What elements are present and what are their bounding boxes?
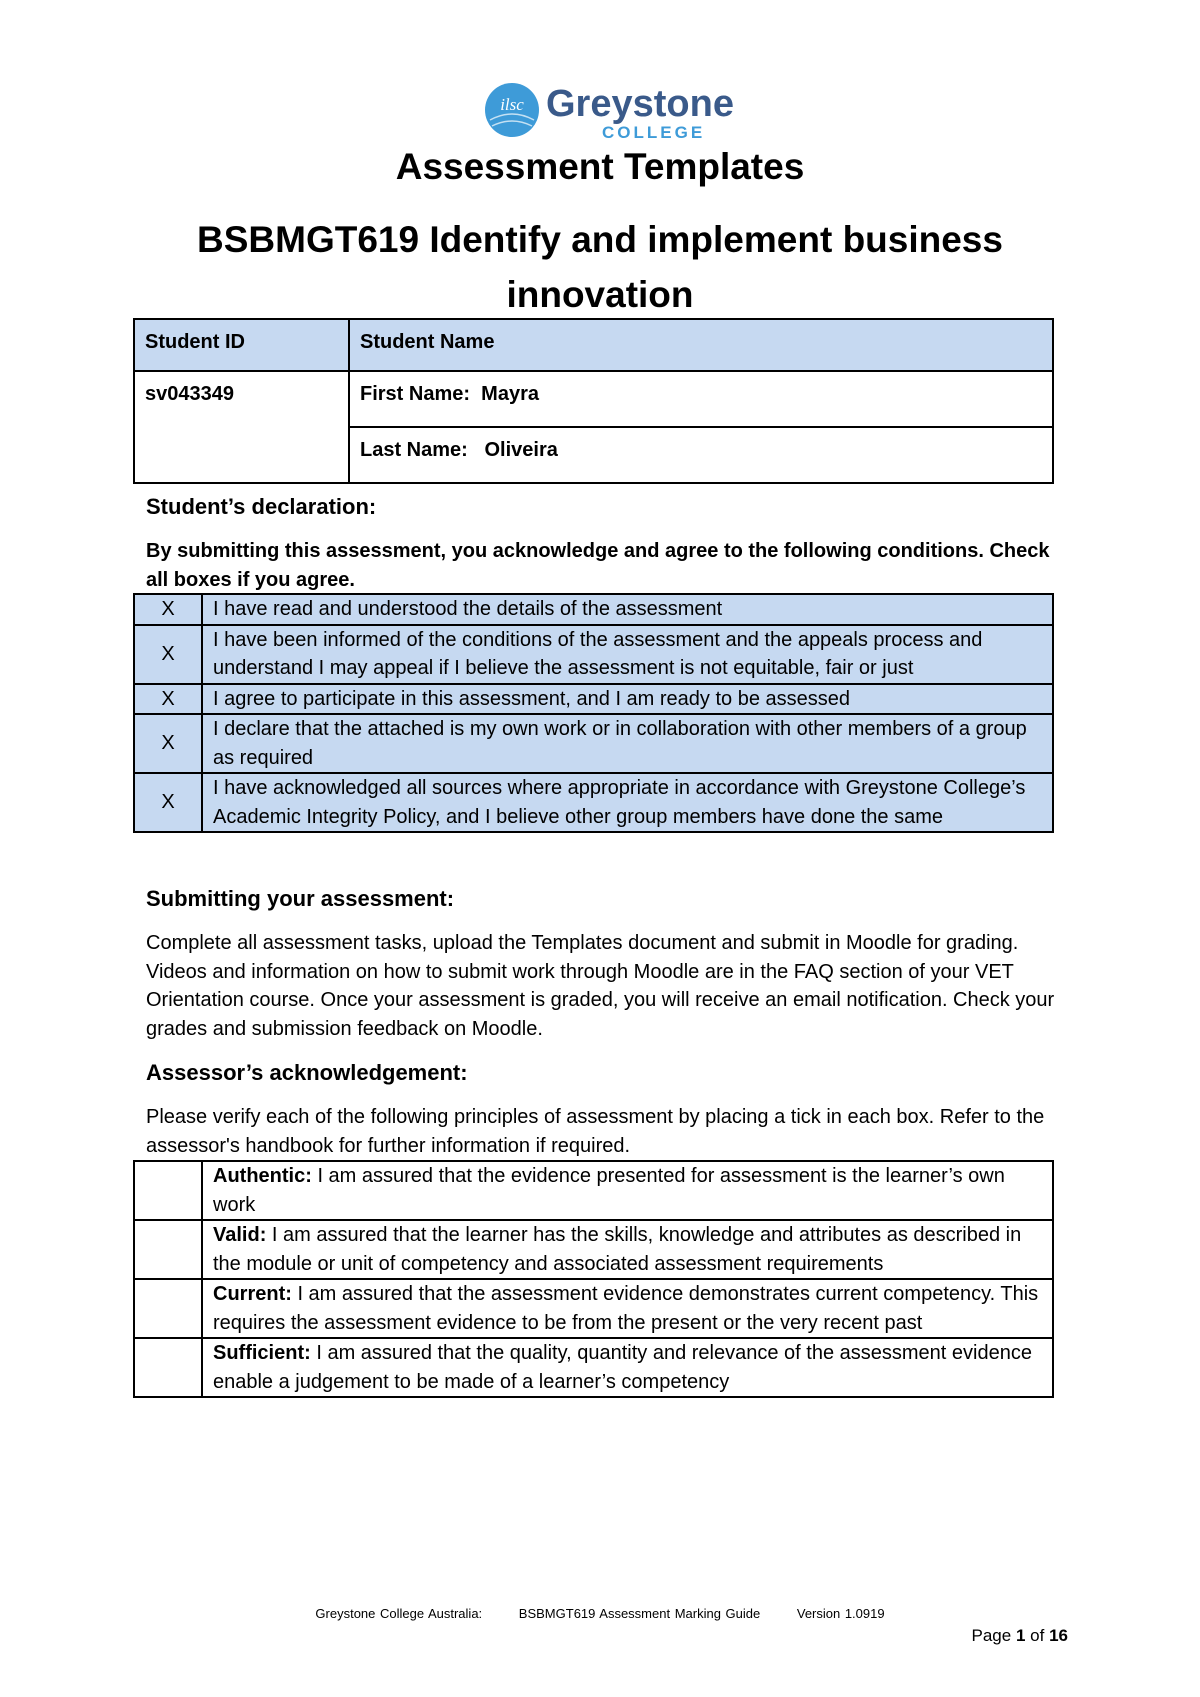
logo-sub-text: COLLEGE <box>602 123 706 142</box>
declaration-text: I have been informed of the conditions of the assessment and the appeals process and understand I may appeal if I believe the assessment is not equitable, fair or just <box>202 625 1053 684</box>
unit-title: BSBMGT619 Identify and implement business innovation <box>197 219 1003 315</box>
declaration-text: I have acknowledged all sources where appropriate in accordance with Greystone College’s Academic Integrity Policy, and I believe other group members have done the same <box>202 773 1053 832</box>
assessor-intro: Please verify each of the following principles of assessment by placing a tick in each box. Refer to the assessor's handbook for further information if required. <box>146 1106 1045 1157</box>
declaration-intro: By submitting this assessment, you acknowledge and agree to the following conditions. Check all boxes if you agree. <box>146 540 1050 591</box>
logo-brand-text: Greystone <box>546 83 734 125</box>
declaration-row <box>134 684 1053 715</box>
principle-row <box>134 1220 1053 1279</box>
student-name-header: Student Name <box>349 319 1053 371</box>
declaration-text: I have read and understood the details of the assessment <box>202 594 1053 625</box>
declaration-row <box>134 594 1053 625</box>
last-name-field: Last Name: Oliveira <box>349 427 1053 483</box>
principle-text: Current: I am assured that the assessment evidence demonstrates current competency. This requires the assessment evidence to be from the present or the very recent past <box>202 1279 1053 1338</box>
principle-tick-box[interactable] <box>134 1279 202 1338</box>
student-id-value: sv043349 <box>134 371 349 483</box>
declaration-check[interactable]: X <box>134 773 202 832</box>
last-name-value: Oliveira <box>484 439 558 461</box>
logo-badge-text: ilsc <box>500 95 524 114</box>
footer-version: Version 1.0919 <box>796 1606 885 1621</box>
first-name-field: First Name: Mayra <box>349 371 1053 427</box>
principle-row <box>134 1161 1053 1220</box>
principle-tick-box[interactable] <box>134 1220 202 1279</box>
declaration-check[interactable]: X <box>134 684 202 715</box>
declaration-row <box>134 773 1053 832</box>
assessor-heading: Assessor’s acknowledgement: <box>146 1060 468 1085</box>
college-logo <box>484 80 734 142</box>
declaration-check[interactable]: X <box>134 714 202 773</box>
page-footer <box>0 1606 1200 1621</box>
footer-org: Greystone College Australia: <box>315 1606 483 1621</box>
principle-text: Sufficient: I am assured that the quality, quantity and relevance of the assessment evidence enable a judgement to be made of a learner’s competency <box>202 1338 1053 1397</box>
first-name-value: Mayra <box>481 383 539 405</box>
student-declaration-heading: Student’s declaration: <box>146 494 377 519</box>
declaration-check[interactable]: X <box>134 594 202 625</box>
declaration-text: I declare that the attached is my own work or in collaboration with other members of a group as required <box>202 714 1053 773</box>
submitting-heading: Submitting your assessment: <box>146 886 455 911</box>
student-details-table <box>133 318 1054 484</box>
principle-tick-box[interactable] <box>134 1161 202 1220</box>
declaration-row <box>134 714 1053 773</box>
submitting-text: Complete all assessment tasks, upload the Templates document and submit in Moodle for grading. Videos and information on how to submit work through Moodle are in the FAQ section of your VET Orientation course. Once your assessment is graded, you will receive an email notification. Check your grades and submission feedback on Moodle. <box>146 932 1055 1040</box>
declaration-row <box>134 625 1053 684</box>
declaration-table <box>133 593 1054 833</box>
principle-text: Valid: I am assured that the learner has the skills, knowledge and attributes as described in the module or unit of competency and associated assessment requirements <box>202 1220 1053 1279</box>
principle-text: Authentic: I am assured that the evidence presented for assessment is the learner’s own work <box>202 1161 1053 1220</box>
footer-doc: BSBMGT619 Assessment Marking Guide <box>518 1606 761 1621</box>
principle-tick-box[interactable] <box>134 1338 202 1397</box>
student-id-header: Student ID <box>134 319 349 371</box>
page-title: Assessment Templates <box>395 146 805 187</box>
declaration-text: I agree to participate in this assessment, and I am ready to be assessed <box>202 684 1053 715</box>
declaration-check[interactable]: X <box>134 625 202 684</box>
principle-row <box>134 1338 1053 1397</box>
principle-row <box>134 1279 1053 1338</box>
principles-table <box>133 1160 1054 1398</box>
page-number: Page 1 of 16 <box>971 1626 1068 1645</box>
